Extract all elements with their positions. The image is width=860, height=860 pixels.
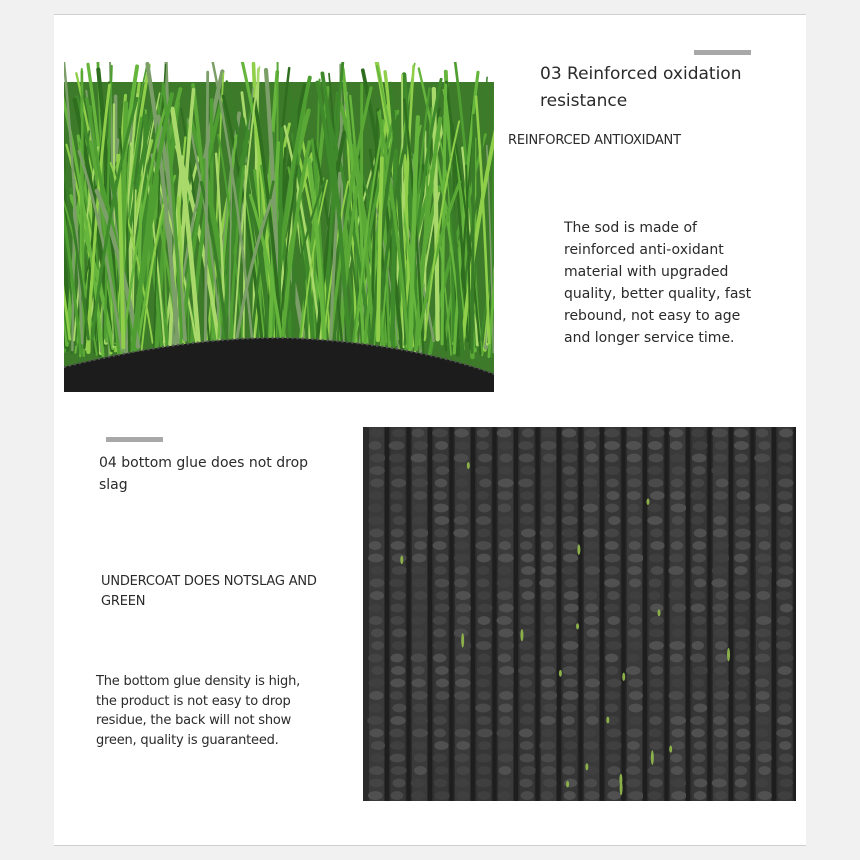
accent-bar-03 — [694, 50, 751, 55]
section04-title: 04 bottom glue does not drop slag — [99, 455, 309, 493]
section04-description: The bottom glue density is high, the product is not easy to drop residue, the back will not show green, quality is guaranteed. — [96, 674, 301, 748]
section03-title: 03 Reinforced oxidation resistance — [540, 64, 742, 111]
artificial-grass-illustration — [64, 62, 494, 392]
section03-description: The sod is made of reinforced anti-oxidant material with upgraded quality, better quality, fast rebound, not easy to age and longer service time. — [564, 220, 752, 346]
accent-bar-04 — [106, 437, 163, 442]
turf-backing-illustration — [363, 427, 796, 801]
section03-subtitle: REINFORCED ANTIOXIDANT — [508, 133, 681, 148]
section04-subtitle: UNDERCOAT DOES NOTSLAG AND GREEN — [101, 574, 317, 609]
grass-image — [64, 62, 494, 392]
backing-image — [363, 427, 796, 801]
